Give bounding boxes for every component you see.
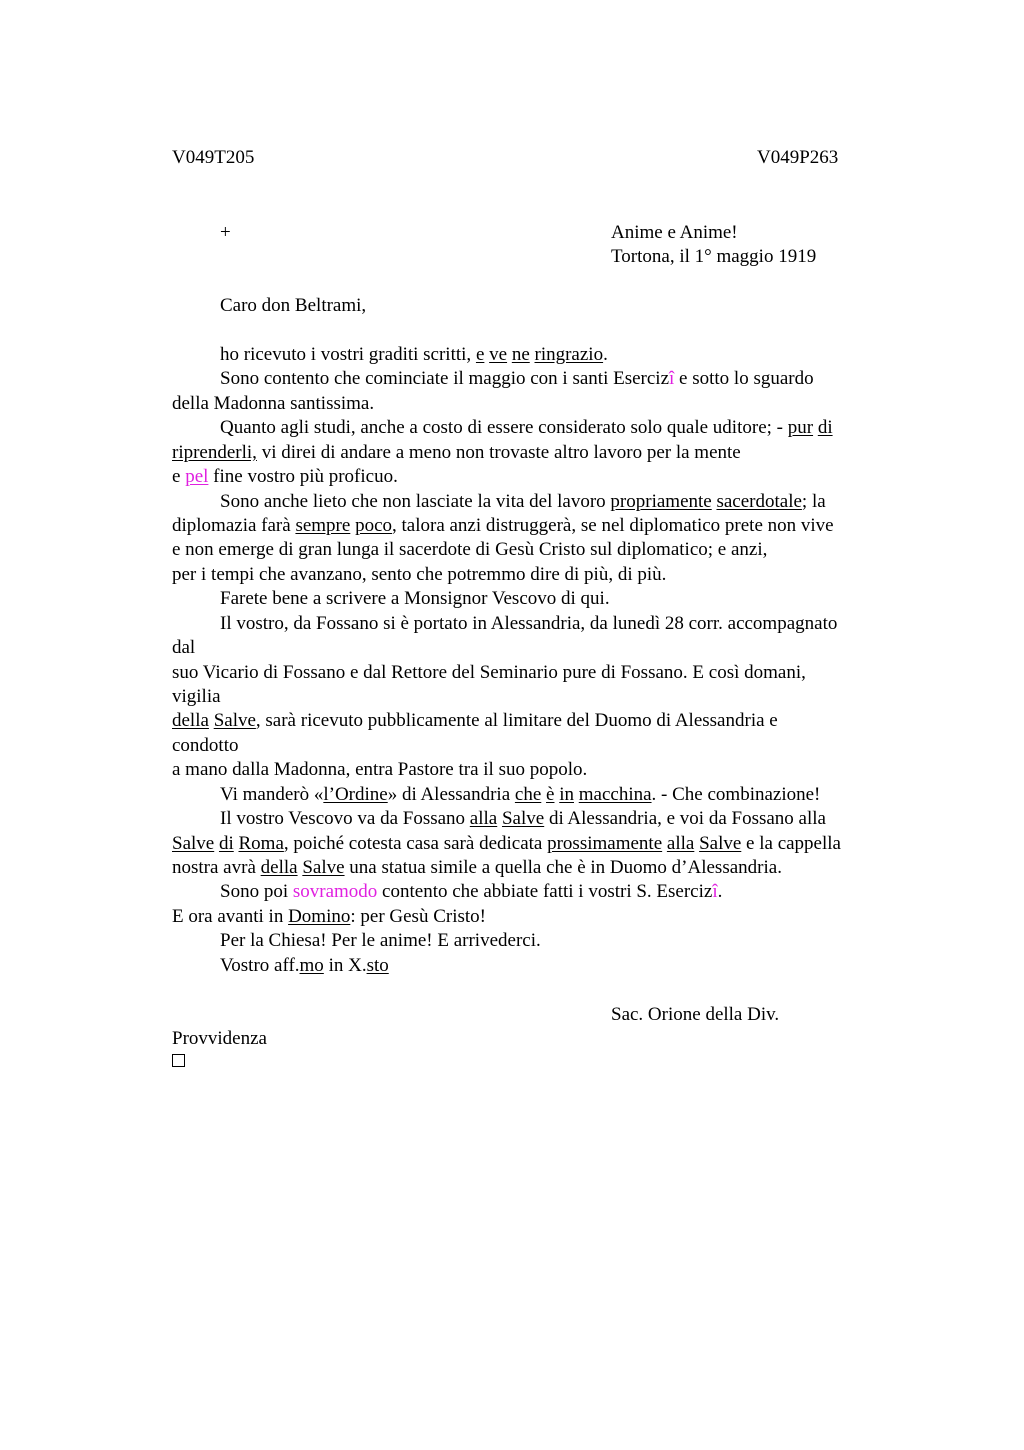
body-line: per i tempi che avanzano, sento che potremmo dire di più, di più.	[172, 564, 667, 585]
empty-box-glyph-icon	[172, 1054, 185, 1067]
body-line: Il vostro Vescovo va da Fossano alla Salve di Alessandria, e voi da Fossano alla	[220, 808, 826, 829]
body-line: dal	[172, 637, 196, 658]
body-line: nostra avrà della Salve una statua simile a quella che è in Duomo d’Alessandria.	[172, 857, 782, 878]
body-line: vigilia	[172, 686, 221, 707]
body-line: condotto	[172, 735, 239, 756]
body-line: riprenderli, vi direi di andare a meno non trovaste altro lavoro per la mente	[172, 442, 741, 463]
salutation: Caro don Beltrami,	[220, 295, 367, 316]
body-line: E ora avanti in Domino: per Gesù Cristo!	[172, 906, 486, 927]
body-line: Sono anche lieto che non lasciate la vita del lavoro propriamente sacerdotale; la	[220, 491, 826, 512]
header-right-code: V049P263	[757, 147, 839, 168]
closing-line: Vostro aff.mo in X.sto	[220, 955, 389, 976]
body-line: ho ricevuto i vostri graditi scritti, e ve ne ringrazio.	[220, 344, 608, 365]
body-line: Per la Chiesa! Per le anime! E arrivederci.	[220, 930, 541, 951]
body-line: diplomazia farà sempre poco, talora anzi distruggerà, se nel diplomatico prete non vive	[172, 515, 834, 536]
body-line: Salve di Roma, poiché cotesta casa sarà dedicata prossimamente alla Salve e la cappella	[172, 833, 841, 854]
body-line: Vi manderò «l’Ordine» di Alessandria che è in macchina. - Che combinazione!	[220, 784, 821, 805]
body-line: della Salve, sarà ricevuto pubblicamente al limitare del Duomo di Alessandria e	[172, 710, 778, 731]
body-line: Farete bene a scrivere a Monsignor Vescovo di qui.	[220, 588, 610, 609]
body-line: Sono poi sovramodo contento che abbiate fatti i vostri S. Esercizî.	[220, 881, 723, 902]
body-line: suo Vicario di Fossano e dal Rettore del Seminario pure di Fossano. E così domani,	[172, 662, 806, 683]
body-line: e pel fine vostro più proficuo.	[172, 466, 398, 487]
body-line: Sono contento che cominciate il maggio con i santi Esercizî e sotto lo sguardo	[220, 368, 814, 389]
body-line: a mano dalla Madonna, entra Pastore tra il suo popolo.	[172, 759, 588, 780]
body-line: della Madonna santissima.	[172, 393, 375, 414]
body-line: Il vostro, da Fossano si è portato in Alessandria, da lunedì 28 corr. accompagnato	[220, 613, 838, 634]
body-line: Quanto agli studi, anche a costo di essere considerato solo quale uditore; - pur di	[220, 417, 833, 438]
place-date: Tortona, il 1° maggio 1919	[611, 246, 817, 267]
header-left-code: V049T205	[172, 147, 255, 168]
body-line: e non emerge di gran lunga il sacerdote di Gesù Cristo sul diplomatico; e anzi,	[172, 539, 768, 560]
motto: Anime e Anime!	[611, 222, 738, 243]
signature-line-2: Provvidenza	[172, 1028, 267, 1049]
signature-line-1: Sac. Orione della Div.	[611, 1004, 780, 1025]
cross-mark: +	[220, 222, 231, 243]
